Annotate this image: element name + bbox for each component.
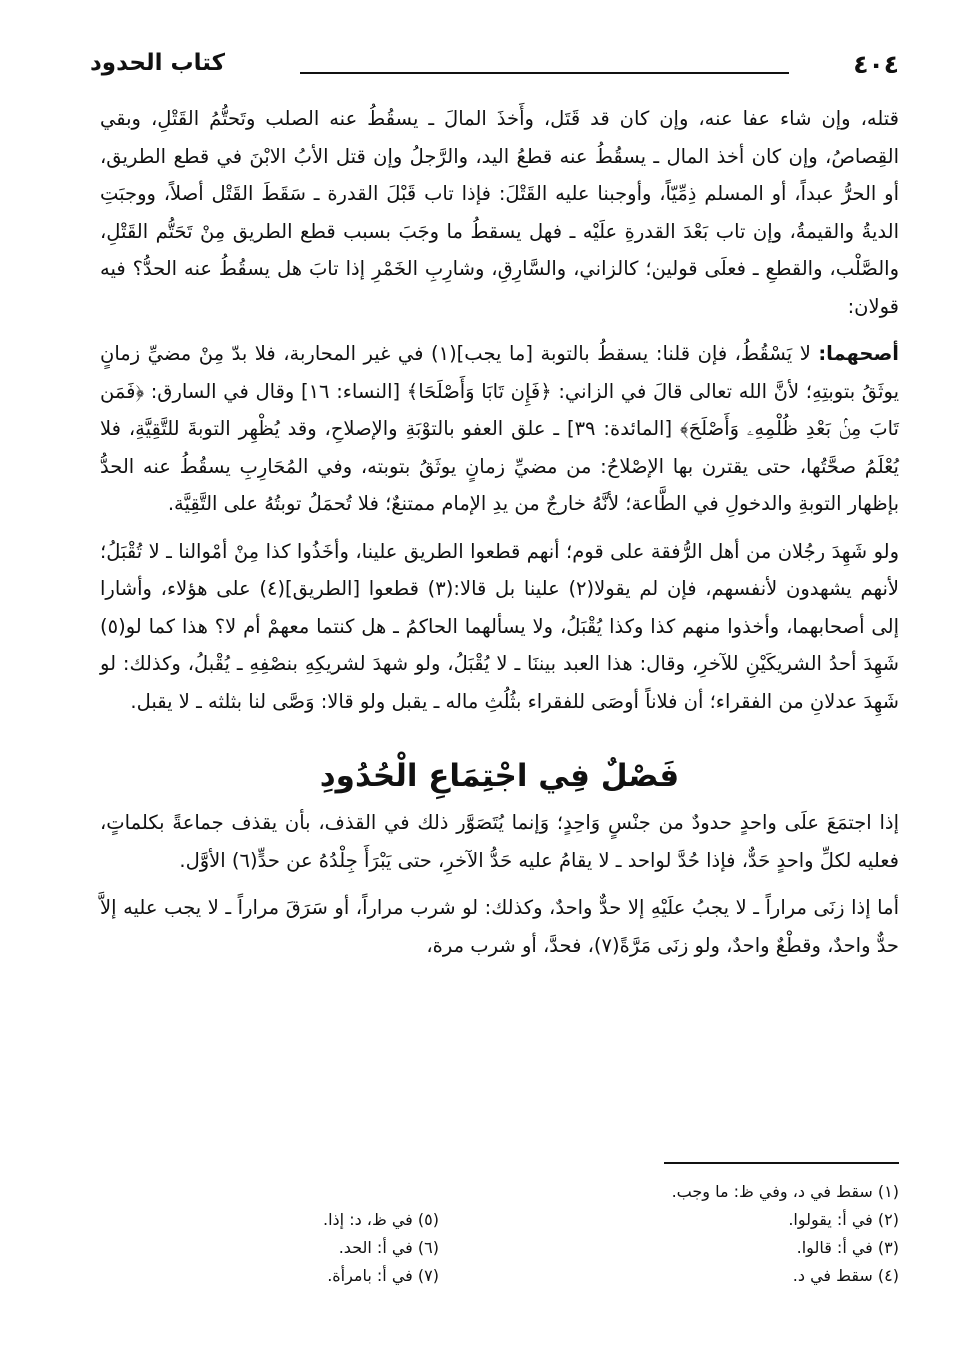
paragraph-intro: قتله، وإن شاء عفا عنه، وإن كان قد قَتَل، وأَخذَ المالَ ـ يسقُطُ عنه الصلب وتَحتُّمُ القَتْلِ، وبقي القِصاصُ، وإن كان أخذ المال ـ يسقُطُ عنه قطعُ اليد، والرَّجلُ وإن قتل الأبُ الابْنَ في قطع الطريق، أو الحرُّ عبداً، أو المسلم ذِمِّيّاً، وأوجبنا عليه القَتْلَ: فإذا تاب قَبْلَ القدرة ـ سَقَطَ القَتْل أصلاً، ووجبَتِ الديةُ والقيمةُ، وإن تاب بَعْدَ القدرةِ علَيْه ـ فهل يسقطُ ما وجَبَ بسبب قطع الطريق مِنْ تَحَتُّم القَتْلِ، والصَّلْب، والقطعِ ـ فعلَى قولين؛ كالزاني، والسَّارِقِ، وشارِبِ الخَمْرِ إذا تابَ هل يسقُطُ عنه الحدُّ؟ فيه قولان: [100,107,899,318]
footnotes-left-column [139,1206,439,1290]
paragraph-witnesses: ولو شَهِدَ رجُلان من أهل الرُّفقة على قوم؛ أنهم قطعوا الطريق علينا، وأخَذُوا كذا مِنْ أمْوالنا ـ لا تُقْبَلُ؛ لأنهم يشهدون لأنفسهم، فإن لم يقولا(٢) علينا بل قالا:(٣) قطعوا [الطريق](٤) على هؤلاء، وأشارا إلى أصحابهما، وأخذوا منهم كذا وكذا يُقْبَلُ، ولا يسألهما الحاكمُ ـ هل كنتما معهمْ أم لا؟ هذا كما لو(٥) شَهِدَ أحدُ الشريكَيْنِ للآخرِ، وقال: هذا العبد بيننَا ـ لا يُقْبَلُ، ولو شهدَ لشريكِهِ بنصْفِهِ ـ يُقْبلُ، وكذلك: لو شَهِدَ عدلانِ من الفقراء؛ أن فلاناً أوصَى للفقراء بثُلُثِ ماله ـ يقبل ولو قالا: وَصَّى لنا بثلثه ـ لا يقبل. [100,539,899,713]
footnote: (٢) في أ: يقولوا. [788,1210,899,1229]
footnote: (٧) في أ: بامرأة. [327,1266,439,1285]
footnote: (١) سقط في د، وفي ظ: ما وجب. [671,1182,899,1201]
footnote: (٣) في أ: قالوا. [796,1238,899,1257]
paragraph-lead: أصحهما: [818,342,899,365]
running-title: كتاب الحدود [90,50,226,76]
footnote: (٥) في ظ، د: إذا. [323,1210,439,1229]
footnote-rule [664,1162,899,1164]
paragraph-section-1: إذا اجتمَعَ علَى واحدٍ حدودٌ من جنْسٍ وَاحِدٍ؛ وَإنما يُتَصَوَّر ذلك في القذف، بأن يقذف جماعةً بكلماتٍ، فعليه لكلِّ واحدٍ حَدٌّ، فإذا حُدَّ لواحد ـ لا يقامُ عليه حَدُّ الآخرِ، حتى يَبْرَأَ جِلْدُهُ عن حدٍّ(٦) الأوَّل. [100,811,899,872]
page-body [100,100,899,974]
footnote: (٦) في أ: الحد. [338,1238,439,1257]
header-rule [300,72,789,74]
paragraph-asahhuhuma [100,335,899,523]
page-header [90,50,899,90]
paragraph-text: لا يَسْقُطُ، فإن قلنا: يسقطُ بالتوبة [ما يجب](١) في غير المحاربة، فلا بدّ مِنْ مضيِّ زمانٍ يوثَقُ بتوبتِهِ؛ لأنَّ الله تعالى قالَ في الزاني: ﴿فَإِن تَابَا وَأَصْلَحَا﴾ [النساء: ١٦] وقال في السارق: ﴿فَمَن تَابَ مِنۢ بَعْدِ ظُلْمِهِۦ وَأَصْلَحَ﴾ [المائدة: ٣٩] ـ علق العفو بالتوْبَةِ والإصلاحِ، وقد يُظْهِر التوبةَ للتَّقِيَّةِ، فلا يُعْلَمُ صحَّتُها، حتى يقترن بها الإصْلاحُ: من مضيِّ زمانٍ يوثَقُ بتوبته، وفي المُحَارِبِ يسقُطُ عنه الحدُّ بإظهار التوبةِ والدخولِ في الطَّاعة؛ لأنَّهُ خارجٌ من يدِ الإمام ممتنعٌ؛ فلا تُحمَلُ توبتُهُ على التَّقِيَّة. [100,342,899,515]
page-number: ٤٠٤ [853,50,899,79]
paragraph-section-2: أما إذا زنَى مراراً ـ لا يجبُ علَيْهِ إلا حدٌّ واحدٌ، وكذلك: لو شرب مراراً، أو سَرَقَ مراراً ـ لا يجب عليه إلاَّ حدٌّ واحدٌ، وقطْعٌ واحدٌ، ولو زنَى مَرَّةً(٧)، فحدَّ، أو شرب مرة، [100,896,899,957]
footnotes-right-column [479,1178,899,1290]
section-heading: فَصْلٌ فِي اجْتِمَاعِ الْحُدُودِ [319,758,680,794]
footnote: (٤) سقط في د. [792,1266,899,1285]
